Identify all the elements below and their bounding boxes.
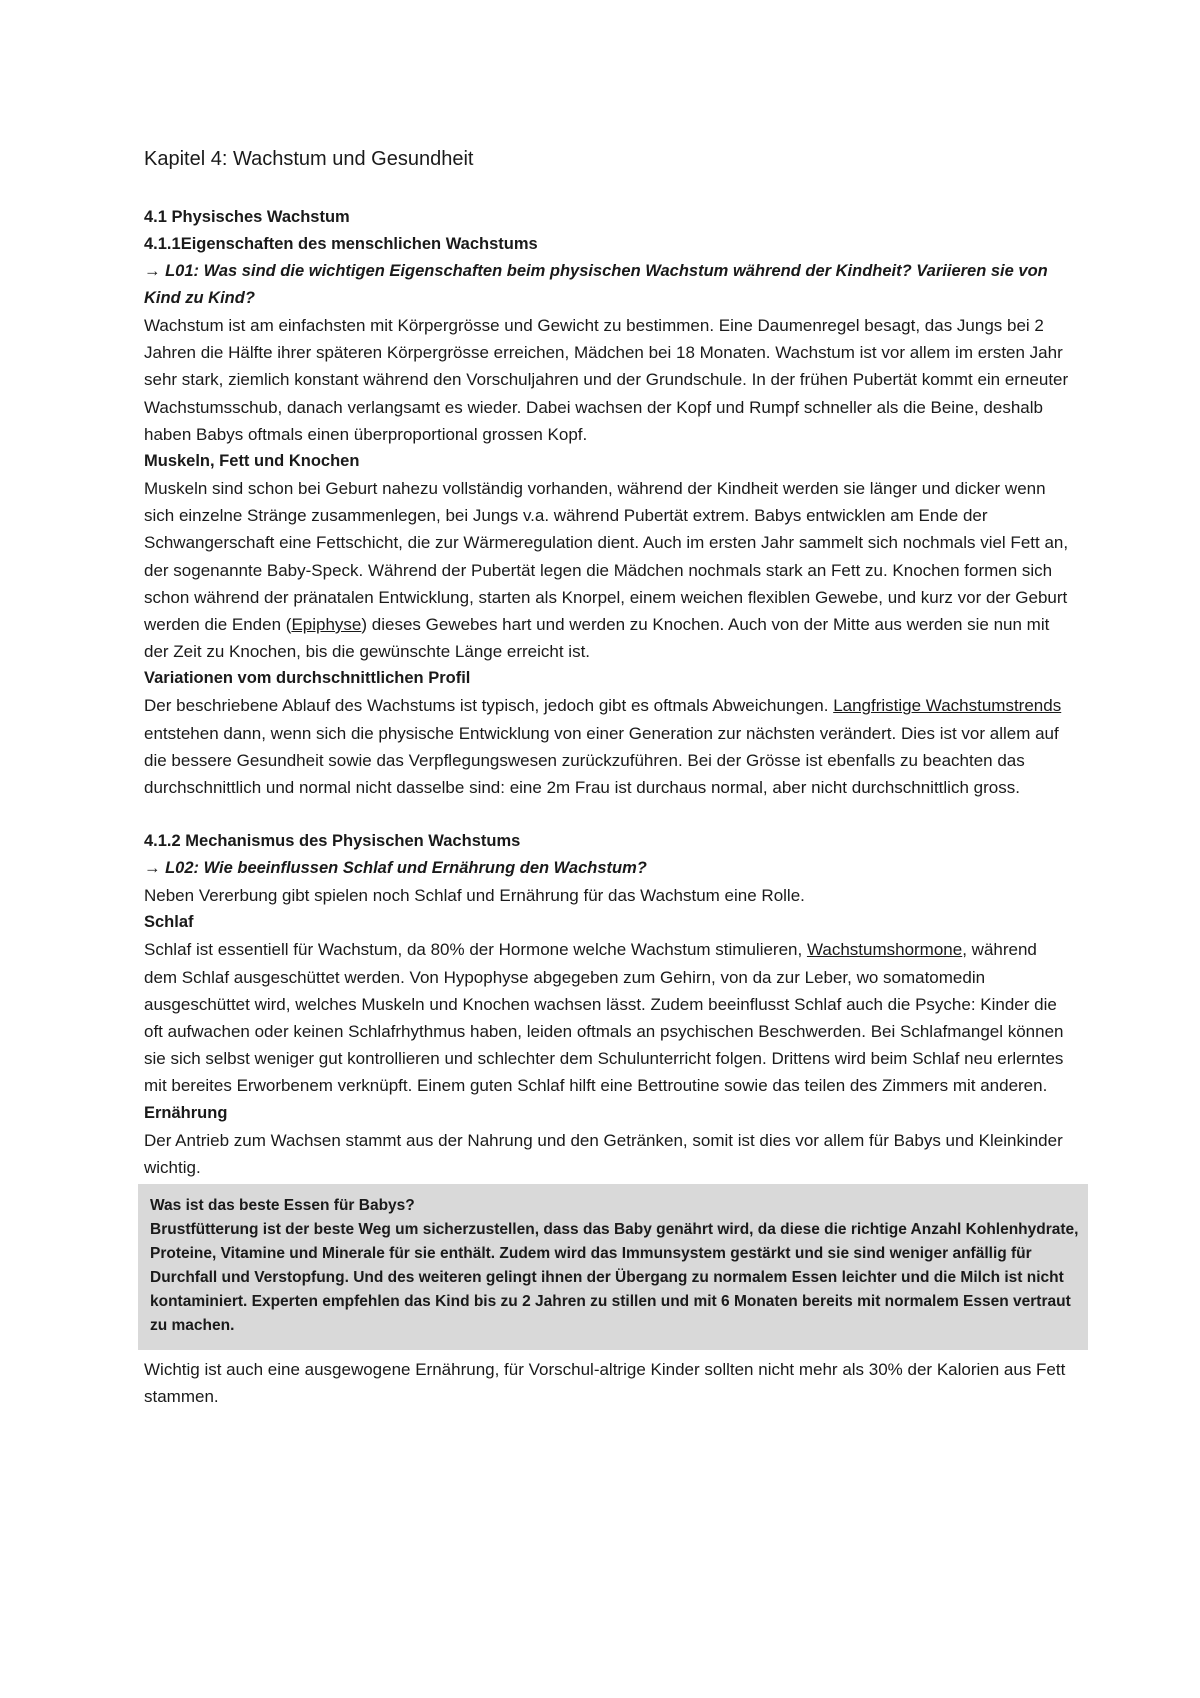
learning-objective-text: L01: Was sind die wichtigen Eigenschaften beim physischen Wachstum während der Kindheit? Variieren sie von Kind zu Kind? — [144, 262, 1048, 307]
paragraph-text: Schlaf ist essentiell für Wachstum, da 80% der Hormone welche Wachstum stimulieren, — [144, 940, 807, 960]
paragraph-text: entstehen dann, wenn sich die physische Entwicklung von einer Generation zur nächsten verändert. Dies ist vor allem auf die bessere Gesundheit sowie das Verpflegungswesen zurückzuführen. Bei der Grösse ist ebenfalls zu beachten das durchschnittlich und normal nicht dasselbe sind: eine 2m Frau ist durchaus normal, aber nicht durchschnittlich gross. — [144, 723, 1059, 798]
learning-objective-l02 — [144, 855, 1070, 882]
sleep-heading: Schlaf — [144, 913, 194, 932]
term-growth-trends: Langfristige Wachstumstrends — [833, 696, 1062, 716]
learning-objective-l01 — [144, 258, 1070, 312]
paragraph-text: , während dem Schlaf ausgeschüttet werden. Von Hypophyse abgegeben zum Gehirn, von da zur Leber, wo somatomedin ausgeschüttet wird, welches Muskeln und Knochen wachsen lässt. Zudem beeinflusst Schlaf auch die Psyche: Kinder die oft aufwachen oder keinen Schlafrhythmus haben, leiden oftmals an psychischen Beschwerden. Bei Schlafmangel können sie sich selbst weniger gut kontrollieren und schlechter dem Schulunterricht folgen. Drittens wird beim Schlaf neu erlerntes mit bereites Erworbenem verknüpft. Einem guten Schlaf hilft eine Bettroutine sowie das teilen des Zimmers mit anderen. — [144, 940, 1064, 1096]
section-heading-4-1: 4.1 Physisches Wachstum — [144, 208, 350, 226]
spacer — [144, 801, 1070, 828]
closing-paragraph: Wichtig ist auch eine ausgewogene Ernährung, für Vorschul-altrige Kinder sollten nicht mehr als 30% der Kalorien aus Fett stammen. — [144, 1360, 1066, 1407]
subsection-heading-4-1-1: 4.1.1Eigenschaften des menschlichen Wachstums — [144, 235, 538, 253]
term-epiphyse: Epiphyse — [291, 615, 362, 635]
chapter-title: Kapitel 4: Wachstum und Gesundheit — [144, 148, 474, 170]
arrow-right-icon: → — [144, 262, 161, 280]
muscle-fat-bone-paragraph — [144, 475, 1070, 665]
learning-objective-text: L02: Wie beeinflussen Schlaf und Ernährung den Wachstum? — [160, 859, 647, 878]
muscle-fat-bone-heading: Muskeln, Fett und Knochen — [144, 452, 360, 471]
info-box-baby-food — [138, 1184, 1088, 1350]
arrow-right-icon: → — [144, 859, 161, 878]
sleep-paragraph — [144, 936, 1070, 1099]
document-page — [144, 140, 1079, 1410]
nutrition-paragraph: Der Antrieb zum Wachsen stammt aus der Nahrung und den Getränken, somit ist dies vor allem für Babys und Kleinkinder wichtig. — [144, 1130, 1063, 1177]
paragraph-text: ) dieses Gewebes hart und werden zu Knochen. Auch von der Mitte aus werden sie nun mit der Zeit zu Knochen, bis die gewünschte Länge erreicht ist. — [144, 615, 1050, 662]
paragraph-text: Der beschriebene Ablauf des Wachstums ist typisch, jedoch gibt es oftmals Abweichungen. — [144, 696, 834, 716]
subsection-heading-4-1-2: 4.1.2 Mechanismus des Physischen Wachstums — [144, 832, 521, 851]
nutrition-heading: Ernährung — [144, 1103, 228, 1122]
variations-paragraph — [144, 692, 1070, 801]
variations-heading: Variationen vom durchschnittlichen Profil — [144, 669, 471, 688]
mechanism-intro-paragraph: Neben Vererbung gibt spielen noch Schlaf und Ernährung für das Wachstum eine Rolle. — [144, 886, 805, 906]
info-box-title: Was ist das beste Essen für Babys? — [150, 1197, 415, 1215]
info-box-text: Brustfütterung ist der beste Weg um sicherzustellen, dass das Baby genährt wird, da diese die richtige Anzahl Kohlenhydrate, Proteine, Vitamine und Minerale für sie enthält. Zudem wird das Immunsystem gestärkt und sie sind weniger anfällig für Durchfall und Verstopfung. Und des weiteren gelingt ihnen der Übergang zu normalem Essen leichter und die Milch ist nicht kontaminiert. Experten empfehlen das Kind bis zu 2 Jahren zu stillen und mit 6 Monaten bereits mit normalem Essen vertraut zu machen. — [150, 1221, 1079, 1335]
growth-intro-paragraph: Wachstum ist am einfachsten mit Körpergrösse und Gewicht zu bestimmen. Eine Daumenregel besagt, das Jungs bei 2 Jahren die Hälfte ihrer späteren Körpergrösse erreichen, Mädchen bei 18 Monaten. Wachstum ist vor allem im ersten Jahr sehr stark, ziemlich konstant während den Vorschuljahren und der Grundschule. In der frühen Pubertät kommt ein erneuter Wachstumsschub, danach verlangsamt es wieder. Dabei wachsen der Kopf und Rumpf schneller als die Beine, deshalb haben Babys oftmals einen überproportional grossen Kopf. — [144, 316, 1069, 444]
paragraph-text: Muskeln sind schon bei Geburt nahezu vollständig vorhanden, während der Kindheit werden sie länger und dicker wenn sich einzelne Stränge zusammenlegen, bei Jungs v.a. während Pubertät extrem. Babys entwicklen am Ende der Schwangerschaft eine Fettschicht, die zur Wärmeregulation dient. Auch im ersten Jahr sammelt sich nochmals viel Fett an, der sogenannte Baby-Speck. Während der Pubertät legen die Mädchen nochmals stark an Fett zu. Knochen formen sich schon während der pränatalen Entwicklung, starten als Knorpel, einem weichen flexiblen Gewebe, und kurz vor der Geburt werden die Enden ( — [144, 479, 1069, 635]
term-growth-hormones: Wachstumshormone — [806, 940, 963, 960]
